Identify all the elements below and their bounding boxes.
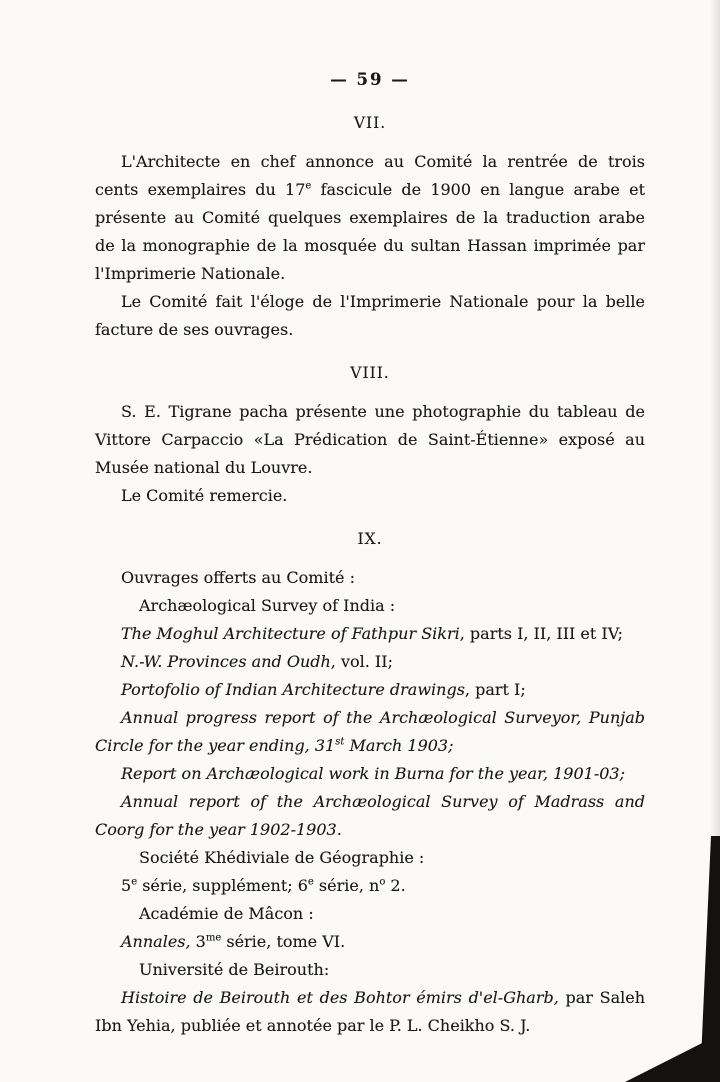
section-heading-viii: VIII.: [350, 364, 390, 382]
scan-edge-shading: [710, 0, 720, 842]
donor-universite-beirouth: Université de Beirouth:: [139, 960, 330, 979]
superscript-e: e: [307, 876, 314, 888]
superscript-me: me: [205, 932, 222, 944]
paragraph-tigrane: S. E. Tigrane pacha présente une photographie du tableau de Vittore Carpaccio «La Prédication de Saint-Étienne» exposé au Musée national du Louvre.: [95, 402, 645, 477]
book-detail: 5: [121, 876, 132, 895]
book-detail: 2.: [385, 876, 406, 895]
book-title: The Moghul Architecture of Fathpur Sikri: [121, 624, 460, 643]
book-detail: , part I;: [464, 680, 526, 699]
book-title: Annales,: [121, 932, 191, 951]
paragraph-ouvrages-intro: Ouvrages offerts au Comité :: [121, 568, 355, 587]
book-item-portofolio: [95, 676, 645, 704]
book-detail: série, n: [313, 876, 380, 895]
superscript-o: o: [379, 876, 386, 888]
book-item-series-supplement: [95, 872, 645, 900]
page-number: — 59 —: [330, 70, 410, 89]
paragraph-text: fascicule de 1900 en langue arabe et présente au Comité quelques exemplaires de la traduction arabe de la monographie de la mosquée du sultan Hassan imprimée par l'Imprimerie Nationale.: [95, 180, 646, 283]
donor-archaeological-survey: Archæological Survey of India :: [139, 596, 396, 615]
paragraph-remercie: Le Comité remercie.: [121, 486, 288, 505]
book-detail: , vol. II;: [330, 652, 393, 671]
book-item-punjab-circle: [95, 704, 645, 760]
book-item-moghul-architecture: [95, 620, 645, 648]
paragraph-eloge: Le Comité fait l'éloge de l'Imprimerie Nationale pour la belle facture de ses ouvrages.: [95, 292, 645, 339]
superscript-e: e: [131, 876, 138, 888]
book-item-histoire-beirouth: [95, 984, 645, 1040]
superscript-e: e: [305, 180, 312, 192]
book-item-annales: [95, 928, 645, 956]
section-heading-vii: VII.: [353, 114, 387, 132]
book-title: Histoire de Beirouth et des Bohtor émirs d'el-Gharb,: [121, 988, 559, 1007]
section-heading-ix: IX.: [357, 530, 383, 548]
paragraph-architecte: [95, 148, 645, 288]
book-detail: March 1903;: [344, 736, 454, 755]
donor-academie-macon: Académie de Mâcon :: [139, 904, 314, 923]
book-detail: série, tome VI.: [221, 932, 346, 951]
book-title: N.-W. Provinces and Oudh: [121, 652, 331, 671]
superscript-st: st: [335, 736, 345, 748]
book-detail: , parts I, II, III et IV;: [459, 624, 624, 643]
book-detail: par Saleh Ibn Yehia, publiée et annotée par le P. L. Cheikho S. J.: [95, 988, 645, 1035]
paragraph-text: L'Architecte en chef annonce au Comité la rentrée de trois cents exemplaires du 17: [95, 152, 645, 199]
donor-societe-khediviale: Société Khédiviale de Géographie :: [139, 848, 425, 867]
book-title: Portofolio of Indian Architecture drawings: [121, 680, 465, 699]
book-detail: 3: [190, 932, 206, 951]
book-detail: série, supplément; 6: [137, 876, 308, 895]
book-item-burna-report: Report on Archæological work in Burna for the year, 1901-03;: [121, 764, 625, 783]
page-content: [95, 66, 645, 1040]
book-title: Annual progress report of the Archæological Surveyor, Punjab Circle for the year ending, 31: [95, 708, 645, 755]
book-item-madrass-coorg: Annual report of the Archæological Survey of Madrass and Coorg for the year 1902-1903.: [95, 792, 645, 839]
book-item-nw-provinces: [95, 648, 645, 676]
